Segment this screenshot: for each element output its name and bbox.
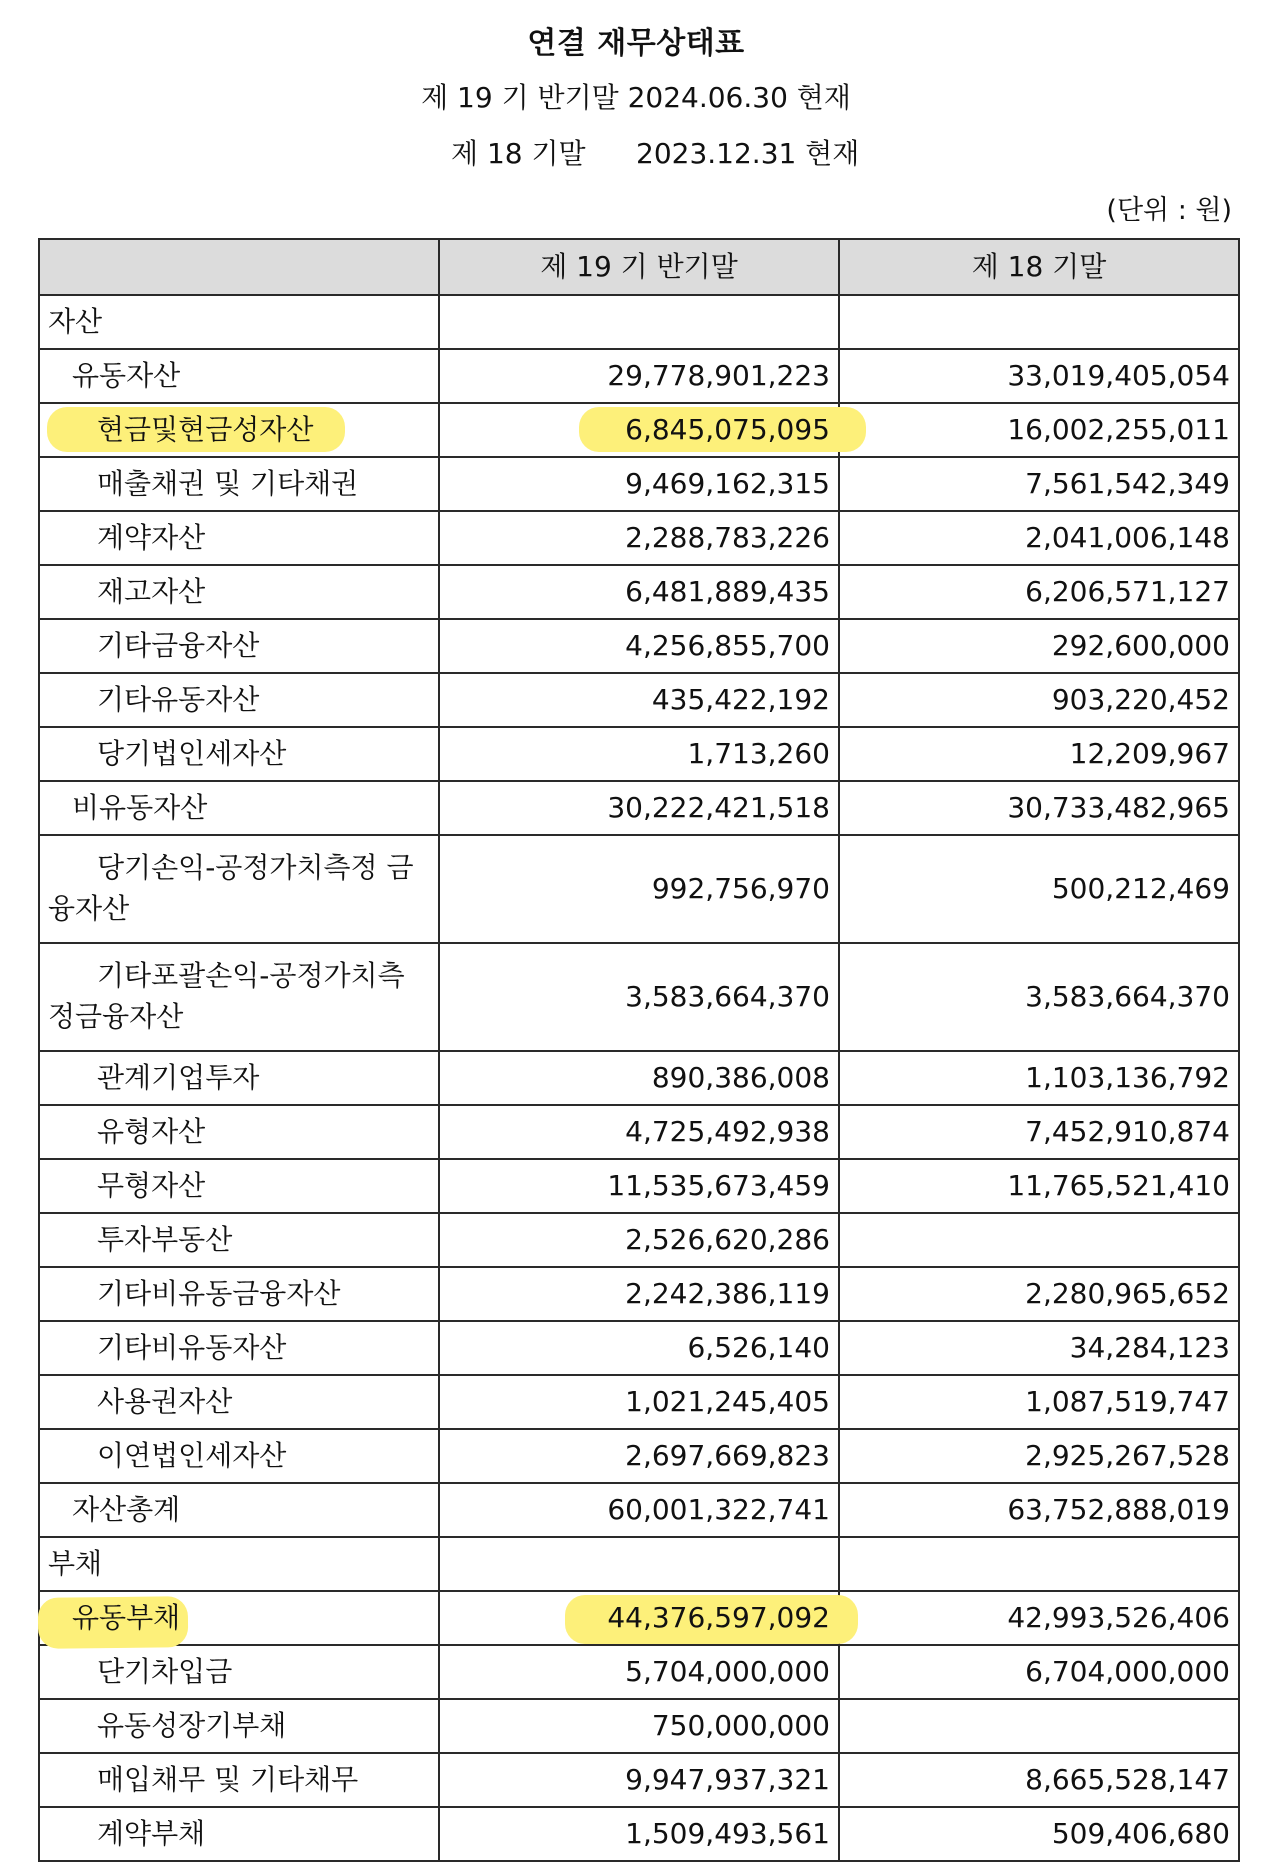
table-row [39, 943, 1239, 1051]
table-row [39, 565, 1239, 619]
row-label: 유형자산 [39, 1105, 439, 1159]
prior-value: 63,752,888,019 [839, 1483, 1239, 1537]
unit-label: (단위 : 원) [1106, 195, 1232, 226]
table-row [39, 1105, 1239, 1159]
row-label-highlighted [39, 1591, 439, 1645]
prior-value: 509,406,680 [839, 1807, 1239, 1861]
prior-value: 2,925,267,528 [839, 1429, 1239, 1483]
table-row [39, 1051, 1239, 1105]
table-row [39, 1213, 1239, 1267]
current-value: 3,583,664,370 [439, 943, 839, 1051]
row-label: 기타금융자산 [39, 619, 439, 673]
prior-value: 500,212,469 [839, 835, 1239, 943]
prior-value [839, 295, 1239, 349]
highlight-marker-label: 현금및현금성자산 [97, 412, 314, 446]
row-label [39, 943, 439, 1051]
row-label: 당기법인세자산 [39, 727, 439, 781]
current-value: 1,713,260 [439, 727, 839, 781]
table-row [39, 1375, 1239, 1429]
current-value [439, 295, 839, 349]
current-value: 30,222,421,518 [439, 781, 839, 835]
prior-value: 16,002,255,011 [839, 403, 1239, 457]
table-row [39, 1807, 1239, 1861]
table-row-cash [39, 403, 1239, 457]
prior-value: 6,704,000,000 [839, 1645, 1239, 1699]
prior-period-date: 2023.12.31 현재 [636, 137, 860, 170]
current-value: 2,697,669,823 [439, 1429, 839, 1483]
prior-value: 33,019,405,054 [839, 349, 1239, 403]
table-row [39, 457, 1239, 511]
row-label-text: 기타포괄손익-공정가치측정금융자산 [48, 959, 405, 1033]
row-label: 유동자산 [39, 349, 439, 403]
column-header-account [39, 239, 439, 295]
prior-value: 42,993,526,406 [839, 1591, 1239, 1645]
prior-value [839, 1537, 1239, 1591]
current-value: 9,947,937,321 [439, 1753, 839, 1807]
table-row-total-assets [39, 1483, 1239, 1537]
prior-period-term: 제 18 기말 [451, 137, 586, 170]
row-label-text: 당기손익-공정가치측정 금융자산 [48, 851, 414, 925]
row-label: 자산 [39, 295, 439, 349]
prior-value: 903,220,452 [839, 673, 1239, 727]
current-value: 6,481,889,435 [439, 565, 839, 619]
table-row [39, 619, 1239, 673]
table-row-noncurrent-assets [39, 781, 1239, 835]
table-row [39, 673, 1239, 727]
row-label: 매입채무 및 기타채무 [39, 1753, 439, 1807]
row-label: 부채 [39, 1537, 439, 1591]
table-row [39, 1321, 1239, 1375]
current-value [439, 1537, 839, 1591]
table-row [39, 1699, 1239, 1753]
table-header-row [39, 239, 1239, 295]
prior-value: 1,103,136,792 [839, 1051, 1239, 1105]
row-label: 비유동자산 [39, 781, 439, 835]
prior-value: 2,280,965,652 [839, 1267, 1239, 1321]
current-value: 4,256,855,700 [439, 619, 839, 673]
row-label: 기타유동자산 [39, 673, 439, 727]
table-row [39, 1645, 1239, 1699]
table-row [39, 727, 1239, 781]
table-row-current-assets [39, 349, 1239, 403]
current-value: 60,001,322,741 [439, 1483, 839, 1537]
prior-value: 7,561,542,349 [839, 457, 1239, 511]
prior-value [839, 1699, 1239, 1753]
current-value: 4,725,492,938 [439, 1105, 839, 1159]
current-value: 5,704,000,000 [439, 1645, 839, 1699]
table-row-liabilities [39, 1537, 1239, 1591]
table-row-current-liabilities [39, 1591, 1239, 1645]
table-row [39, 1267, 1239, 1321]
current-value-highlighted [439, 403, 839, 457]
table-row [39, 835, 1239, 943]
current-value: 992,756,970 [439, 835, 839, 943]
row-label: 관계기업투자 [39, 1051, 439, 1105]
prior-value: 12,209,967 [839, 727, 1239, 781]
prior-value: 292,600,000 [839, 619, 1239, 673]
row-label: 계약자산 [39, 511, 439, 565]
current-value: 2,242,386,119 [439, 1267, 839, 1321]
row-label: 자산총계 [39, 1483, 439, 1537]
prior-value: 7,452,910,874 [839, 1105, 1239, 1159]
current-value: 1,509,493,561 [439, 1807, 839, 1861]
row-label: 기타비유동금융자산 [39, 1267, 439, 1321]
balance-sheet-table [38, 238, 1240, 1862]
row-label-highlighted [39, 403, 439, 457]
table-row [39, 1753, 1239, 1807]
table-row [39, 511, 1239, 565]
prior-period-line [451, 132, 859, 172]
prior-value: 3,583,664,370 [839, 943, 1239, 1051]
prior-value: 6,206,571,127 [839, 565, 1239, 619]
row-label: 기타비유동자산 [39, 1321, 439, 1375]
column-header-current: 제 19 기 반기말 [439, 239, 839, 295]
highlight-marker-value: 6,845,075,095 [625, 412, 830, 446]
prior-value: 8,665,528,147 [839, 1753, 1239, 1807]
prior-value: 1,087,519,747 [839, 1375, 1239, 1429]
row-label: 계약부채 [39, 1807, 439, 1861]
table-row [39, 1429, 1239, 1483]
current-value: 11,535,673,459 [439, 1159, 839, 1213]
column-header-prior: 제 18 기말 [839, 239, 1239, 295]
prior-value: 11,765,521,410 [839, 1159, 1239, 1213]
statement-title: 연결 재무상태표 [527, 26, 745, 61]
row-label: 사용권자산 [39, 1375, 439, 1429]
current-period-line: 제 19 기 반기말 2024.06.30 현재 [421, 81, 851, 114]
current-value: 2,288,783,226 [439, 511, 839, 565]
row-label: 재고자산 [39, 565, 439, 619]
highlight-marker-value: 44,376,597,092 [607, 1600, 830, 1634]
row-label: 단기차입금 [39, 1645, 439, 1699]
row-label: 투자부동산 [39, 1213, 439, 1267]
prior-value: 2,041,006,148 [839, 511, 1239, 565]
row-label: 이연법인세자산 [39, 1429, 439, 1483]
current-value: 890,386,008 [439, 1051, 839, 1105]
current-value: 750,000,000 [439, 1699, 839, 1753]
current-value: 6,526,140 [439, 1321, 839, 1375]
table-row [39, 1159, 1239, 1213]
current-value: 1,021,245,405 [439, 1375, 839, 1429]
current-value: 9,469,162,315 [439, 457, 839, 511]
row-label: 유동성장기부채 [39, 1699, 439, 1753]
current-value-highlighted [439, 1591, 839, 1645]
row-label: 무형자산 [39, 1159, 439, 1213]
row-label: 매출채권 및 기타채권 [39, 457, 439, 511]
table-row-assets [39, 295, 1239, 349]
current-value: 435,422,192 [439, 673, 839, 727]
row-label [39, 835, 439, 943]
prior-value: 34,284,123 [839, 1321, 1239, 1375]
current-value: 2,526,620,286 [439, 1213, 839, 1267]
prior-value: 30,733,482,965 [839, 781, 1239, 835]
current-value: 29,778,901,223 [439, 349, 839, 403]
highlight-marker-label: 유동부채 [72, 1600, 181, 1634]
prior-value [839, 1213, 1239, 1267]
